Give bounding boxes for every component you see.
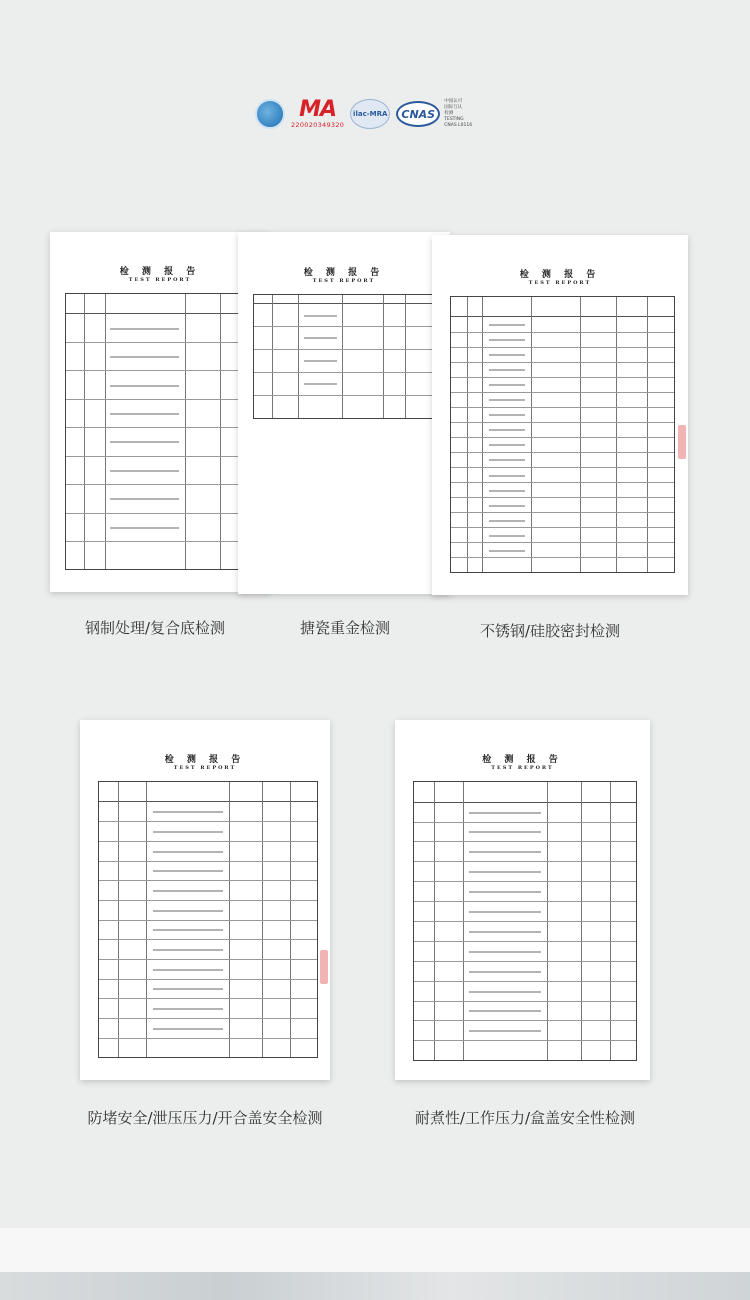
table-cell-text-line: [489, 444, 525, 446]
table-row-line: [99, 979, 317, 980]
report-table: [65, 293, 259, 570]
caption-steel: 钢制处理/复合底检测: [84, 619, 226, 637]
cnas-logo: [396, 99, 472, 129]
red-seal-stamp: [320, 950, 328, 984]
table-row-line: [66, 399, 258, 400]
table-cell-text-line: [110, 385, 179, 387]
table-row-line: [451, 542, 674, 543]
table-row-line: [414, 1040, 636, 1041]
table-cell-text-line: [110, 470, 179, 472]
table-column-line: [185, 294, 186, 569]
table-cell-text-line: [304, 360, 337, 362]
table-cell-text-line: [469, 812, 540, 814]
table-cell-text-line: [110, 441, 179, 443]
table-header-line: [414, 802, 636, 803]
table-row-line: [99, 1018, 317, 1019]
table-cell-text-line: [469, 891, 540, 893]
table-cell-text-line: [489, 429, 525, 431]
table-header-line: [254, 303, 439, 304]
caption-enamel: 搪瓷重金检测: [299, 619, 390, 637]
table-cell-text-line: [489, 550, 525, 552]
table-column-line: [342, 295, 343, 418]
table-cell-text-line: [469, 911, 540, 913]
table-row-line: [99, 920, 317, 921]
table-row-line: [66, 541, 258, 542]
table-row-line: [66, 342, 258, 343]
table-row-line: [99, 900, 317, 901]
table-cell-text-line: [469, 991, 540, 993]
certification-logos: [255, 92, 505, 136]
table-cell-text-line: [153, 851, 223, 853]
table-row-line: [451, 347, 674, 348]
table-row-line: [66, 484, 258, 485]
table-column-line: [298, 295, 299, 418]
report-title: 检 测 报 告 TEST REPORT: [519, 270, 601, 287]
table-cell-text-line: [489, 505, 525, 507]
table-cell-text-line: [153, 1028, 223, 1030]
table-cell-text-line: [489, 369, 525, 371]
table-column-line: [220, 294, 221, 569]
cma-logo: [291, 99, 344, 129]
table-row-line: [451, 497, 674, 498]
table-cell-text-line: [153, 890, 223, 892]
table-row-line: [66, 456, 258, 457]
report-title: 检 测 报 告 TEST REPORT: [164, 755, 246, 772]
table-column-line: [580, 297, 581, 572]
caption-stainless: 不锈钢/硅胶密封检测: [479, 622, 621, 640]
table-column-line: [616, 297, 617, 572]
caption-durability: 耐煮性/工作压力/盒盖安全性检测: [414, 1109, 636, 1127]
table-cell-text-line: [110, 527, 179, 529]
table-row-line: [254, 372, 439, 373]
table-row-line: [99, 880, 317, 881]
table-cell-text-line: [110, 356, 179, 358]
table-cell-text-line: [469, 951, 540, 953]
table-row-line: [451, 467, 674, 468]
cma-number: 220020349320: [291, 121, 345, 129]
table-row-line: [414, 822, 636, 823]
table-cell-text-line: [489, 414, 525, 416]
report-title: 检 测 报 告 TEST REPORT: [119, 267, 201, 284]
table-row-line: [99, 959, 317, 960]
table-cell-text-line: [110, 328, 179, 330]
table-row-line: [414, 1020, 636, 1021]
table-cell-text-line: [469, 971, 540, 973]
table-cell-text-line: [469, 831, 540, 833]
table-row-line: [451, 377, 674, 378]
caption-safety: 防堵安全/泄压压力/开合盖安全检测: [87, 1109, 323, 1127]
table-cell-text-line: [110, 498, 179, 500]
table-row-line: [451, 332, 674, 333]
table-cell-text-line: [489, 520, 525, 522]
report-table: [253, 294, 440, 419]
table-cell-text-line: [489, 399, 525, 401]
table-row-line: [66, 427, 258, 428]
table-row-line: [254, 349, 439, 350]
table-header-line: [451, 316, 674, 317]
table-header-line: [99, 801, 317, 802]
ilac-mra-logo: ilac-MRA: [350, 99, 390, 129]
report-table: [450, 296, 675, 573]
table-row-line: [99, 1038, 317, 1039]
cma-logo-text: MA: [299, 97, 337, 122]
table-cell-text-line: [153, 870, 223, 872]
footer-band: [0, 1228, 750, 1300]
table-cell-text-line: [489, 535, 525, 537]
table-row-line: [254, 395, 439, 396]
table-row-line: [451, 392, 674, 393]
table-row-line: [99, 861, 317, 862]
red-seal-stamp: [678, 425, 686, 459]
table-row-line: [99, 998, 317, 999]
table-row-line: [66, 513, 258, 514]
table-cell-text-line: [153, 929, 223, 931]
table-column-line: [482, 297, 483, 572]
report-table: [98, 781, 318, 1058]
table-row-line: [451, 452, 674, 453]
table-cell-text-line: [304, 337, 337, 339]
table-cell-text-line: [489, 490, 525, 492]
cnas-logo-text: CNAS: [396, 101, 440, 127]
table-column-line: [467, 297, 468, 572]
table-row-line: [451, 512, 674, 513]
table-header-line: [66, 313, 258, 314]
table-cell-text-line: [489, 354, 525, 356]
report-title: 检 测 报 告 TEST REPORT: [482, 755, 563, 772]
table-cell-text-line: [469, 1030, 540, 1032]
quality-emblem-icon: [255, 99, 285, 129]
table-cell-text-line: [153, 1008, 223, 1010]
table-row-line: [414, 881, 636, 882]
table-row-line: [451, 437, 674, 438]
table-column-line: [84, 294, 85, 569]
table-cell-text-line: [110, 413, 179, 415]
table-row-line: [414, 981, 636, 982]
table-column-line: [272, 295, 273, 418]
report-title: 检 测 报 告 TEST REPORT: [303, 267, 385, 284]
table-row-line: [254, 326, 439, 327]
test-report-stainless: [432, 235, 688, 595]
table-row-line: [66, 370, 258, 371]
table-row-line: [451, 422, 674, 423]
table-cell-text-line: [469, 1010, 540, 1012]
table-cell-text-line: [489, 459, 525, 461]
table-row-line: [414, 901, 636, 902]
table-row-line: [414, 1001, 636, 1002]
table-column-line: [105, 294, 106, 569]
table-row-line: [451, 527, 674, 528]
table-row-line: [414, 841, 636, 842]
table-cell-text-line: [469, 851, 540, 853]
table-column-line: [383, 295, 384, 418]
table-row-line: [414, 941, 636, 942]
test-report-enamel: [238, 232, 450, 594]
table-row-line: [414, 961, 636, 962]
test-report-safety: [80, 720, 330, 1080]
table-row-line: [451, 407, 674, 408]
test-report-steel: [50, 232, 270, 592]
table-row-line: [451, 482, 674, 483]
table-column-line: [647, 297, 648, 572]
table-cell-text-line: [489, 324, 525, 326]
table-cell-text-line: [153, 831, 223, 833]
table-row-line: [414, 921, 636, 922]
table-row-line: [451, 557, 674, 558]
table-cell-text-line: [153, 949, 223, 951]
table-row-line: [99, 939, 317, 940]
report-table: [413, 781, 637, 1061]
footer-decor: [0, 1272, 750, 1300]
table-row-line: [99, 841, 317, 842]
table-cell-text-line: [153, 910, 223, 912]
table-cell-text-line: [153, 969, 223, 971]
table-cell-text-line: [469, 871, 540, 873]
table-row-line: [451, 362, 674, 363]
table-cell-text-line: [489, 384, 525, 386]
table-cell-text-line: [489, 475, 525, 477]
table-cell-text-line: [304, 383, 337, 385]
table-column-line: [531, 297, 532, 572]
cnas-side-text: 中国认可 国际互认 检测 TESTING CNAS L0116: [444, 99, 473, 128]
table-row-line: [99, 821, 317, 822]
table-column-line: [405, 295, 406, 418]
table-cell-text-line: [304, 315, 337, 317]
table-row-line: [414, 861, 636, 862]
table-cell-text-line: [469, 931, 540, 933]
table-cell-text-line: [153, 988, 223, 990]
table-cell-text-line: [153, 811, 223, 813]
test-report-durability: [395, 720, 650, 1080]
table-cell-text-line: [489, 339, 525, 341]
